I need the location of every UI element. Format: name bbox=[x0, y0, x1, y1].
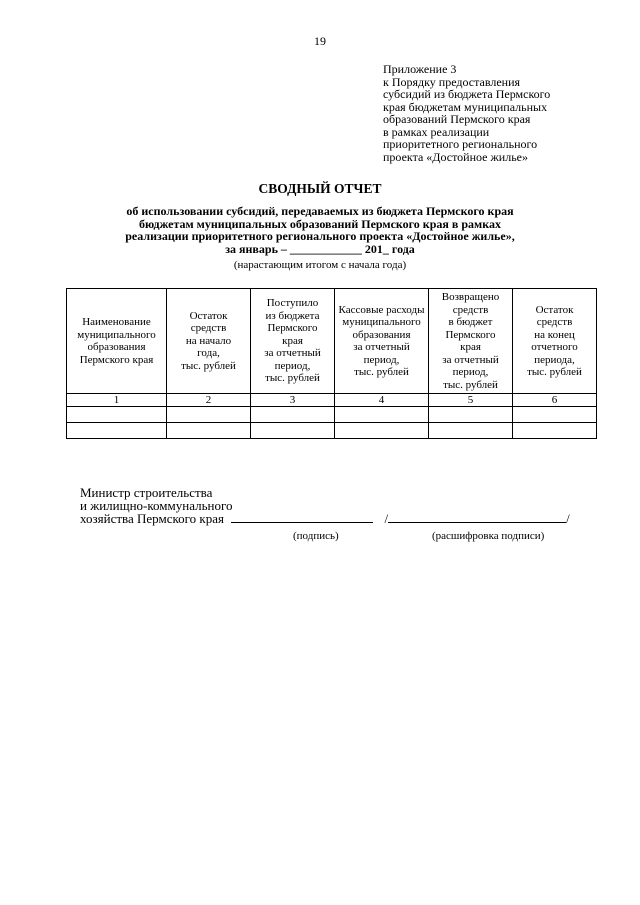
subtitle-line: бюджетам муниципальных образований Пермского края в рамках bbox=[139, 216, 501, 231]
appendix-line: края бюджетам муниципальных bbox=[383, 99, 548, 114]
table-cell bbox=[67, 407, 167, 423]
header-line: Наименование bbox=[82, 316, 151, 328]
header-line: тыс. рублей bbox=[527, 366, 582, 378]
signatory-line bbox=[80, 512, 570, 525]
header-balance-start bbox=[167, 289, 251, 394]
page-number: 19 bbox=[314, 34, 326, 48]
appendix-line: Приложение 3 bbox=[383, 62, 457, 76]
header-line: за отчетный bbox=[353, 341, 410, 353]
subtitle-line: реализации приоритетного регионального проекта «Достойное жилье», bbox=[125, 229, 515, 243]
header-line: образования bbox=[352, 328, 411, 341]
appendix-line: приоритетного регионального bbox=[383, 137, 538, 151]
header-line: средств bbox=[452, 303, 489, 316]
table-cell bbox=[429, 407, 513, 423]
column-number-row bbox=[67, 394, 597, 407]
header-line: период, bbox=[363, 353, 400, 366]
table-cell bbox=[335, 423, 429, 439]
table-cell bbox=[513, 407, 597, 423]
header-line: за отчетный bbox=[442, 353, 499, 366]
decoding-field[interactable] bbox=[388, 522, 566, 523]
header-line: муниципального bbox=[342, 316, 421, 328]
header-line: период, bbox=[274, 359, 311, 372]
table-cell bbox=[167, 423, 251, 439]
header-line: на начало bbox=[185, 334, 232, 347]
table-header-row bbox=[67, 289, 597, 394]
signatory-line: Министр строительства bbox=[80, 485, 213, 500]
appendix-line: проекта «Достойное жилье» bbox=[383, 149, 528, 164]
report-subtitle bbox=[0, 205, 640, 255]
header-line: период, bbox=[452, 366, 489, 378]
table-cell bbox=[513, 423, 597, 439]
header-line: Пермского края bbox=[79, 353, 154, 366]
table-cell bbox=[251, 407, 335, 423]
subtitle-line: за январь – ____________ 201_ года bbox=[225, 241, 415, 256]
appendix-line: к Порядку предоставления bbox=[383, 74, 521, 89]
header-balance-end bbox=[513, 289, 597, 394]
appendix-line: образований Пермского края bbox=[383, 112, 531, 126]
separator-slash: / bbox=[566, 511, 570, 526]
table-cell bbox=[167, 407, 251, 423]
header-line: года, bbox=[197, 347, 220, 360]
header-line: средств bbox=[536, 316, 573, 328]
header-line: образования bbox=[87, 341, 146, 353]
header-line: тыс. рублей bbox=[265, 372, 320, 385]
header-line: тыс. рублей bbox=[181, 359, 236, 372]
table-cell bbox=[67, 423, 167, 439]
decoding-caption: (расшифровка подписи) bbox=[432, 530, 545, 542]
header-line: Возвращено bbox=[441, 291, 500, 303]
header-line: Поступило bbox=[266, 297, 319, 310]
table-row bbox=[67, 423, 597, 439]
header-line: тыс. рублей bbox=[354, 366, 409, 378]
header-line: края bbox=[282, 334, 303, 347]
appendix-note bbox=[383, 63, 613, 163]
column-number: 1 bbox=[67, 394, 167, 407]
appendix-line: субсидий из бюджета Пермского bbox=[383, 87, 551, 101]
cumulative-note: (нарастающим итогом с начала года) bbox=[233, 259, 407, 271]
report-table bbox=[66, 288, 597, 439]
subtitle-line: об использовании субсидий, передаваемых из бюджета Пермского края bbox=[126, 204, 514, 218]
column-number: 4 bbox=[335, 394, 429, 407]
signature-block bbox=[80, 486, 570, 525]
header-returned bbox=[429, 289, 513, 394]
header-line: на конец bbox=[534, 328, 575, 341]
header-line: тыс. рублей bbox=[443, 378, 498, 391]
table-row bbox=[67, 407, 597, 423]
column-number: 6 bbox=[513, 394, 597, 407]
column-number: 5 bbox=[429, 394, 513, 407]
header-municipality bbox=[67, 289, 167, 394]
signatory-line: и жилищно-коммунального bbox=[80, 498, 233, 513]
header-line: периода, bbox=[534, 353, 575, 366]
table-cell bbox=[335, 407, 429, 423]
header-line: из бюджета bbox=[265, 309, 320, 322]
signature-field[interactable] bbox=[231, 522, 373, 523]
header-received bbox=[251, 289, 335, 394]
header-line: за отчетный bbox=[264, 347, 321, 360]
signature-caption: (подпись) bbox=[293, 530, 339, 542]
column-number: 3 bbox=[251, 394, 335, 407]
header-line: Пермского bbox=[267, 322, 318, 335]
header-line: Пермского bbox=[445, 328, 496, 341]
table-cell bbox=[429, 423, 513, 439]
appendix-line: в рамках реализации bbox=[383, 124, 490, 139]
header-line: края bbox=[460, 341, 481, 353]
header-line: в бюджет bbox=[448, 316, 493, 328]
header-line: Остаток bbox=[189, 309, 228, 322]
report-title: СВОДНЫЙ ОТЧЕТ bbox=[258, 181, 382, 196]
signatory-title: хозяйства Пермского края bbox=[80, 511, 224, 526]
separator-slash: / bbox=[384, 511, 389, 526]
column-number: 2 bbox=[167, 394, 251, 407]
header-line: Остаток bbox=[535, 303, 574, 316]
header-line: отчетного bbox=[531, 341, 578, 353]
header-line: муниципального bbox=[77, 328, 156, 341]
header-line: Кассовые расходы bbox=[338, 303, 425, 316]
table-cell bbox=[251, 423, 335, 439]
header-line: средств bbox=[190, 322, 227, 335]
header-cash-expenses bbox=[335, 289, 429, 394]
